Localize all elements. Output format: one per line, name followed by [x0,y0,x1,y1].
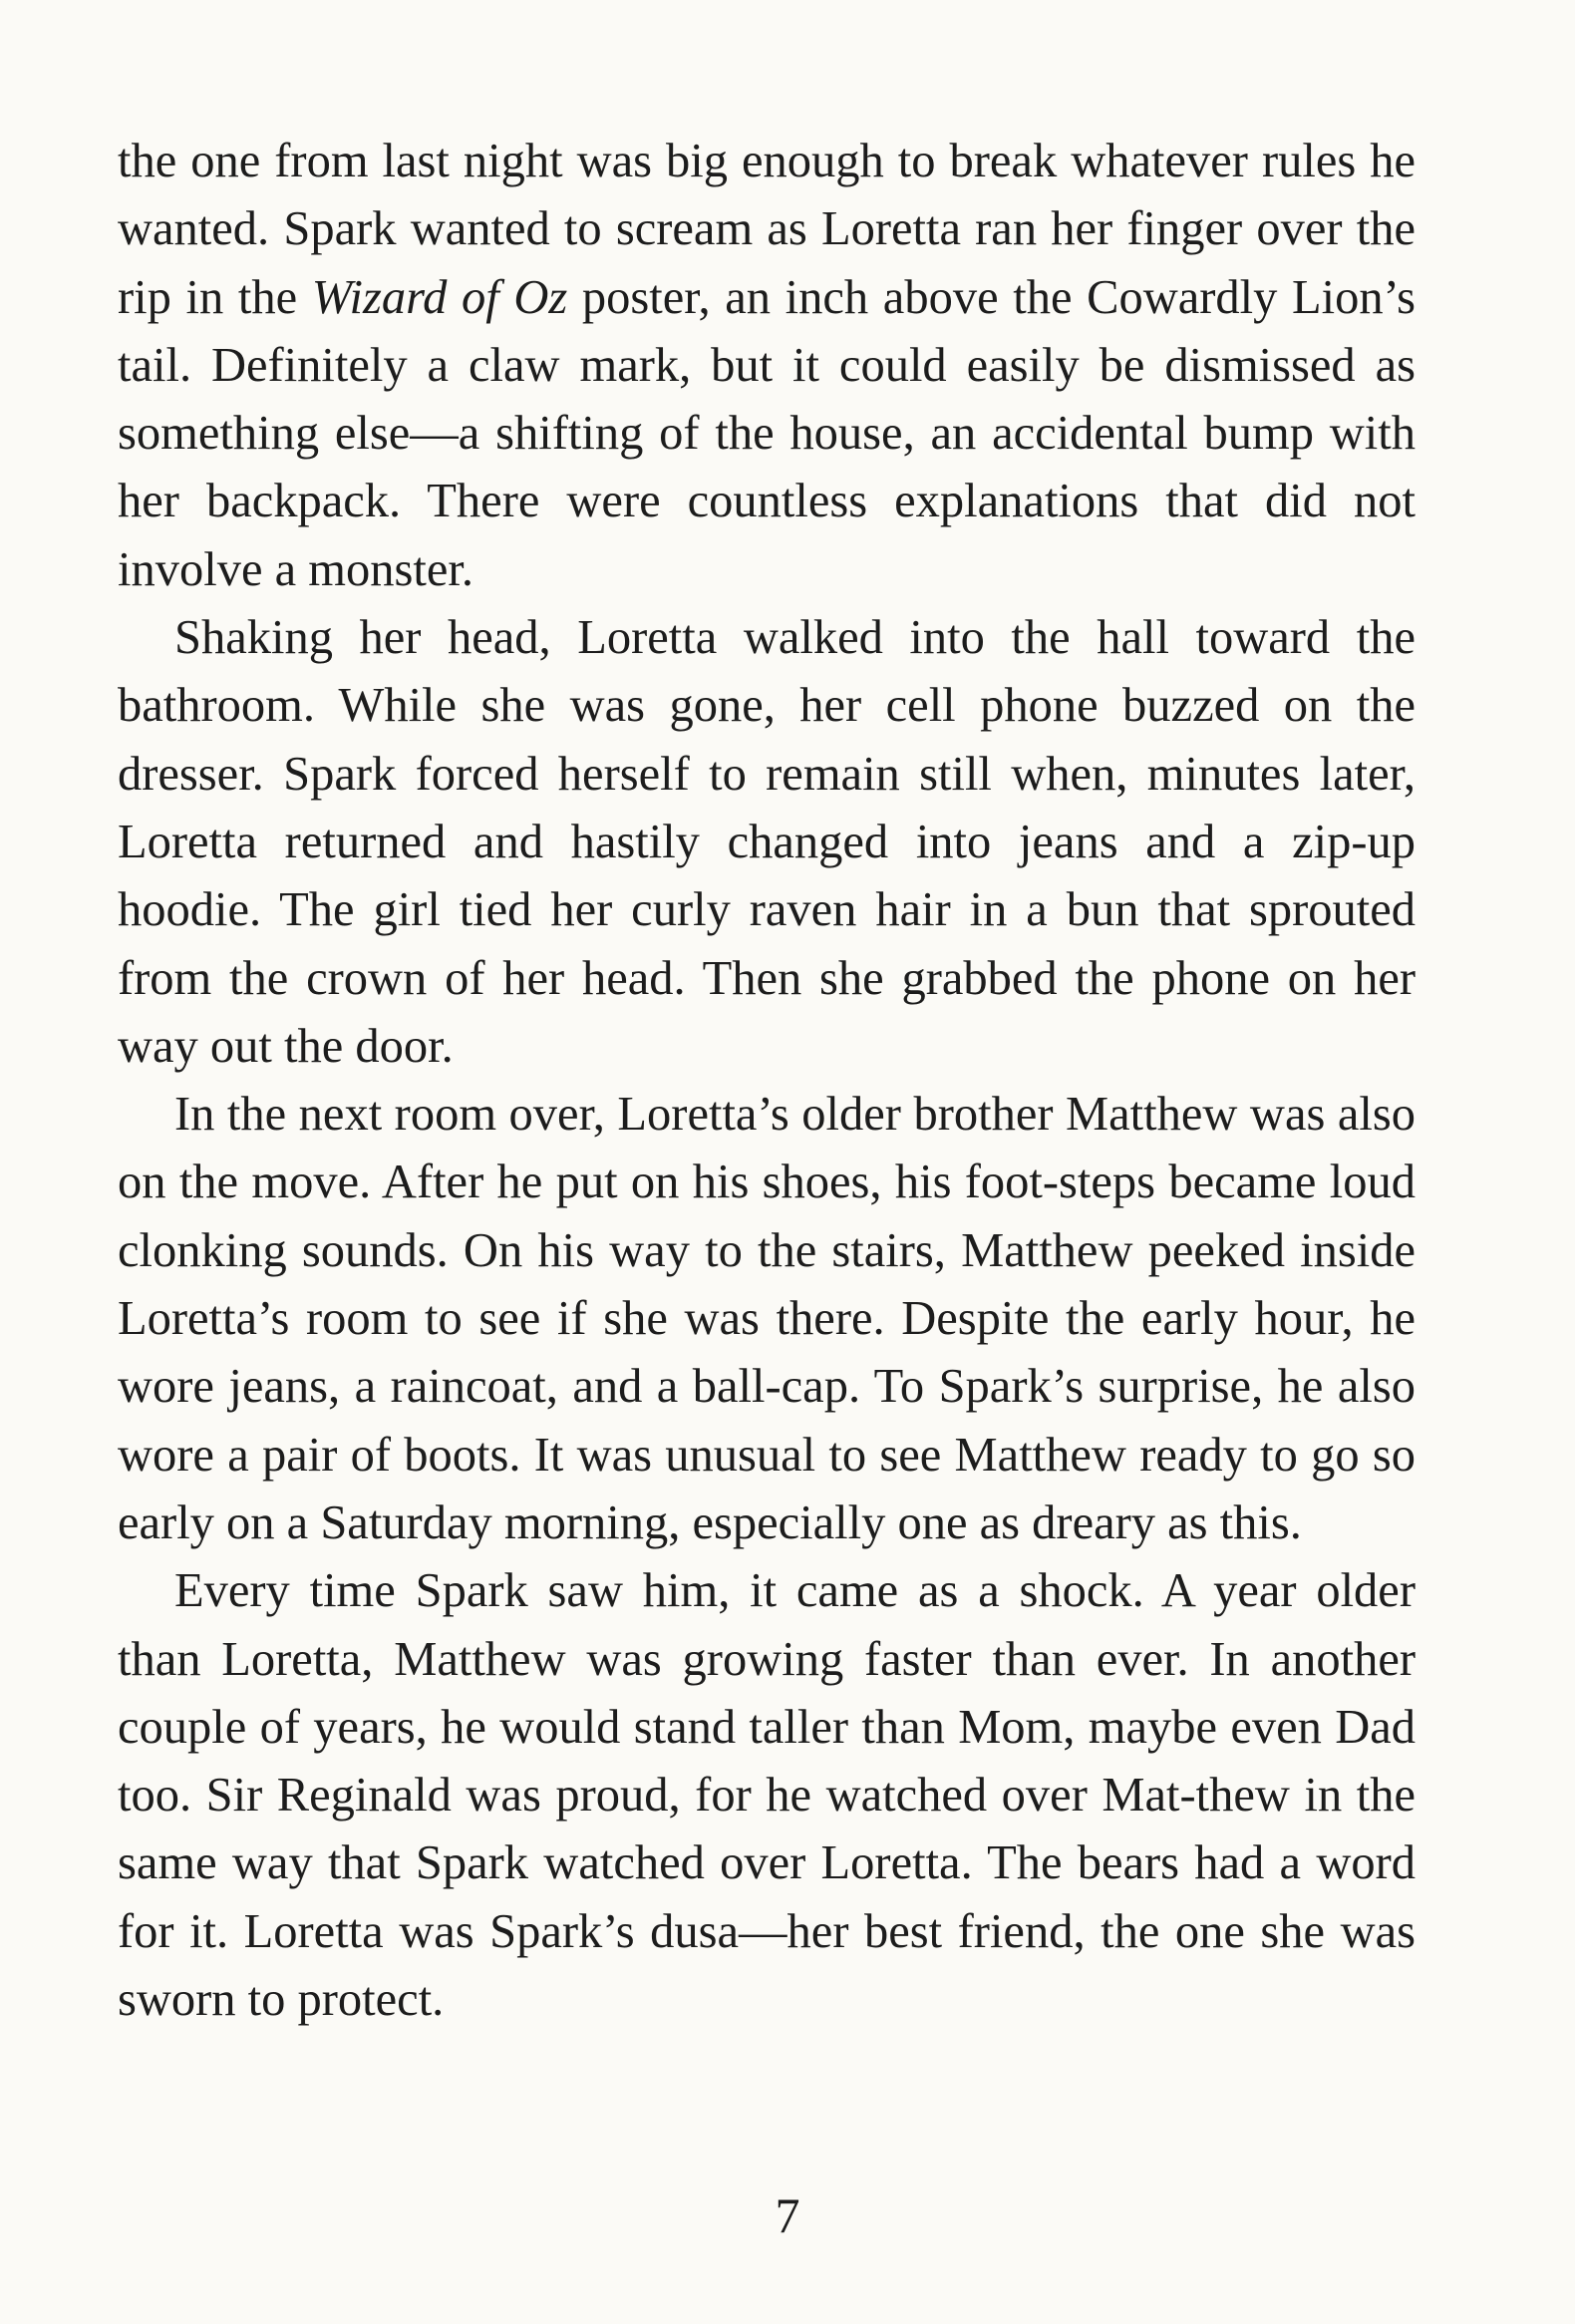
body-text [118,128,1416,2034]
paragraph-4: Every time Spark saw him, it came as a shock. A year older than Loretta, Matthew was growing faster than ever. In another couple of years, he would stand taller than Mom, maybe even Dad too. Sir Reginald was proud, for he watched over Mat-thew in the same way that Spark watched over Loretta. The bears had a word for it. Loretta was Spark’s dusa—her best friend, the one she was sworn to protect. [118,1564,1416,2027]
page-number: 7 [775,2187,800,2243]
paragraph-1-text-end: poster, an inch above the Cowardly Lion’s tail. Definitely a claw mark, but it could easily be dismissed as something else—a shifting of the house, an accidental bump with her backpack. There were countless explanations that did not involve a monster. [118,270,1416,596]
paragraph-2: Shaking her head, Loretta walked into the hall toward the bathroom. While she was gone, her cell phone buzzed on the dresser. Spark forced herself to remain still when, minutes later, Loretta returned and hastily changed into jeans and a zip-up hoodie. The girl tied her curly raven hair in a bun that sprouted from the crown of her head. Then she grabbed the phone on her way out the door. [118,611,1416,1073]
paragraph-1-text-start: the one from last night was big enough to break whatever rules he wanted. Spark wanted to scream as Loretta ran her finger over the rip in the [118,135,1416,324]
paragraph-1 [118,128,1416,604]
paragraph-3: In the next room over, Loretta’s older brother Matthew was also on the move. After he put on his shoes, his foot-steps became loud clonking sounds. On his way to the stairs, Matthew peeked inside Loretta’s room to see if she was there. Despite the early hour, he wore jeans, a raincoat, and a ball-cap. To Spark’s surprise, he also wore a pair of boots. It was unusual to see Matthew ready to go so early on a Saturday morning, especially one as dreary as this. [118,1088,1416,1549]
book-title-italic: Wizard of Oz [311,270,568,324]
